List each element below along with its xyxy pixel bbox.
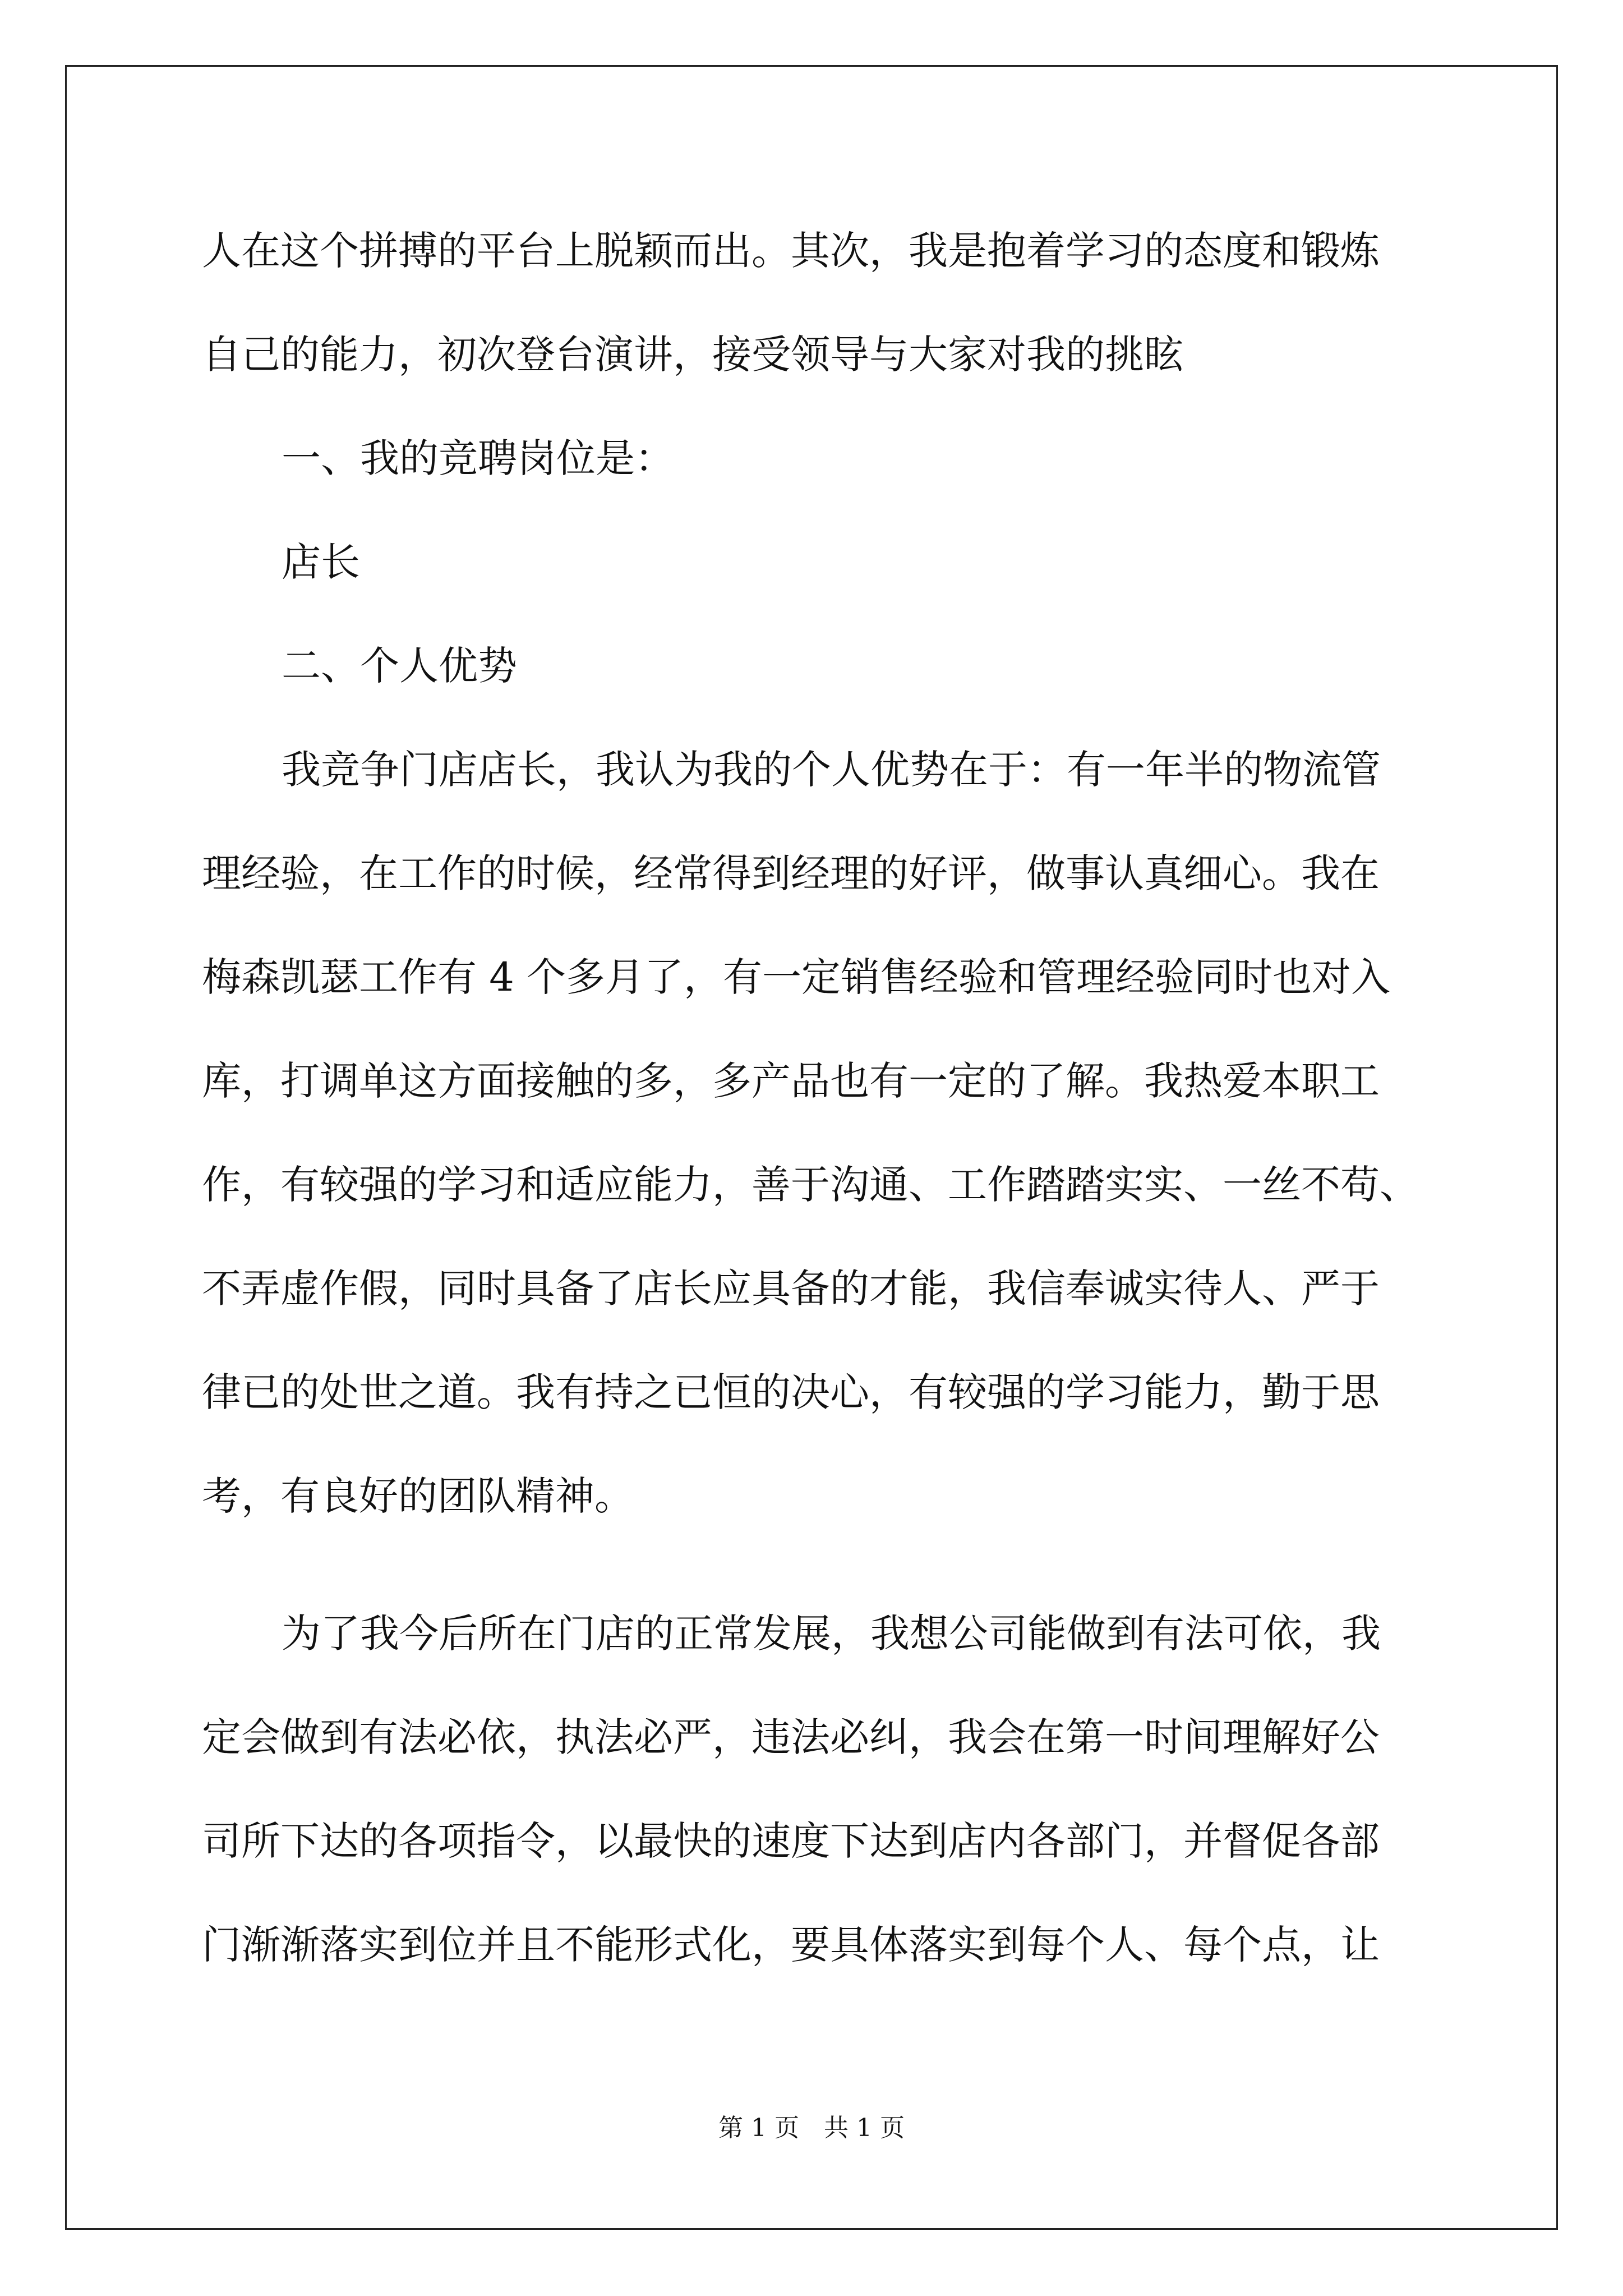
section-heading: 一、我的竞聘岗位是：	[282, 435, 674, 481]
text-line: 店长	[282, 539, 360, 585]
text-line: 梅森凯瑟工作有 4 个多月了，有一定销售经验和管理经验同时也对入	[202, 954, 1391, 1000]
text-line: 考，有良好的团队精神。	[202, 1473, 634, 1519]
text-line: 库，打调单这方面接触的多，多产品也有一定的了解。我热爱本职工	[202, 1058, 1380, 1104]
page-border	[65, 65, 1558, 2230]
page-number: 第 1 页 共 1 页	[718, 2114, 905, 2142]
text-line: 理经验，在工作的时候，经常得到经理的好评，做事认真细心。我在	[202, 850, 1380, 896]
text-line: 司所下达的各项指令，以最快的速度下达到店内各部门，并督促各部	[202, 1818, 1380, 1864]
section-heading: 二、个人优势	[282, 643, 517, 689]
text-line: 为了我今后所在门店的正常发展，我想公司能做到有法可依，我	[282, 1611, 1381, 1657]
text-line: 作，有较强的学习和适应能力，善于沟通、工作踏踏实实、一丝不苟、	[202, 1162, 1419, 1208]
text-line: 我竞争门店店长，我认为我的个人优势在于：有一年半的物流管	[282, 747, 1381, 793]
text-line: 自己的能力，初次登台演讲，接受领导与大家对我的挑眩	[202, 332, 1183, 378]
text-line: 人在这个拼搏的平台上脱颖而出。其次，我是抱着学习的态度和锻炼	[202, 228, 1380, 274]
text-line: 定会做到有法必依，执法必严，违法必纠，我会在第一时间理解好公	[202, 1714, 1380, 1760]
text-line: 律已的处世之道。我有持之已恒的决心，有较强的学习能力，勤于思	[202, 1369, 1380, 1415]
text-line: 门渐渐落实到位并且不能形式化，要具体落实到每个人、每个点，让	[202, 1922, 1380, 1968]
text-line: 不弄虚作假，同时具备了店长应具备的才能，我信奉诚实待人、严于	[202, 1266, 1380, 1312]
